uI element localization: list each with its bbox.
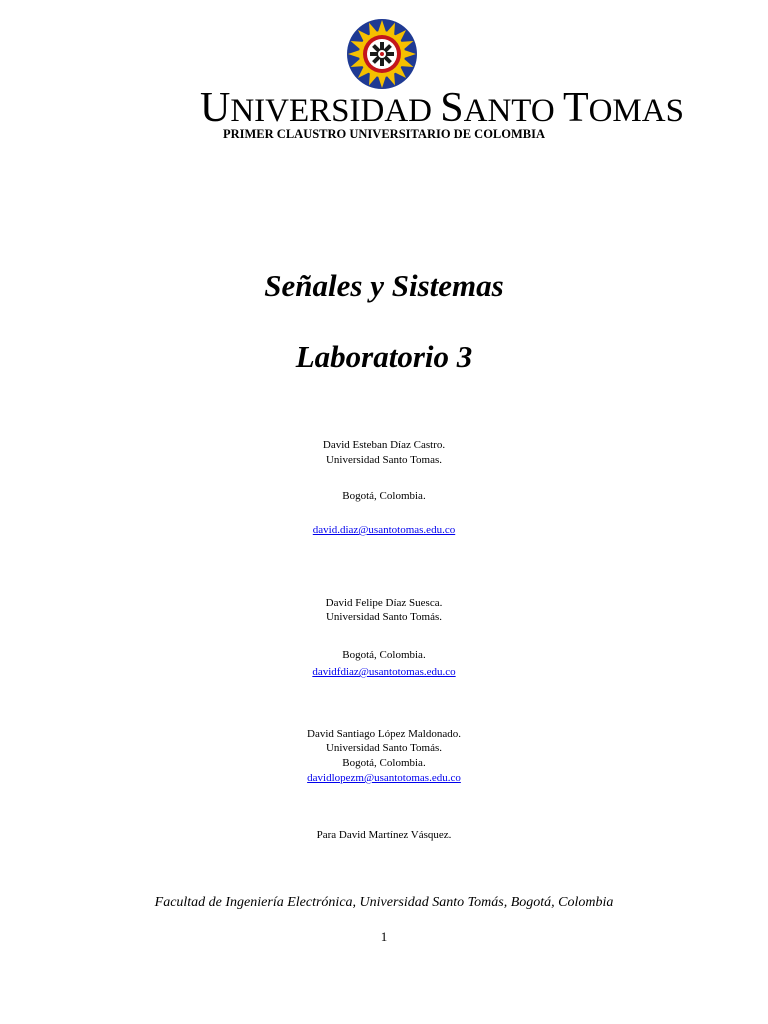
document-title: Señales y Sistemas xyxy=(264,268,504,303)
author-institution: Universidad Santo Tomas. xyxy=(325,454,443,466)
author-name: David Felipe Díaz Suesca. xyxy=(325,597,443,609)
university-seal-icon xyxy=(346,18,418,90)
author-email-row xyxy=(0,665,768,679)
author-email-row xyxy=(0,523,768,537)
author-email-link[interactable]: davidlopezm@usantotomas.edu.co xyxy=(307,772,461,784)
author-email-link[interactable]: david.diaz@usantotomas.edu.co xyxy=(312,524,456,536)
page-number: 1 xyxy=(380,929,388,944)
author-email-row xyxy=(0,771,768,785)
document-subtitle: Laboratorio 3 xyxy=(295,339,473,374)
university-subtitle: PRIMER CLAUSTRO UNIVERSITARIO DE COLOMBIA xyxy=(222,127,546,141)
author-location: Bogotá, Colombia. xyxy=(342,490,426,502)
university-name: UNIVERSIDAD SANTO TOMAS xyxy=(200,85,684,131)
faculty-footer: Facultad de Ingeniería Electrónica, Universidad Santo Tomás, Bogotá, Colombia xyxy=(154,895,614,910)
recipient-line: Para David Martínez Vásquez. xyxy=(316,829,452,841)
author-institution: Universidad Santo Tomás. xyxy=(325,611,443,623)
author-location: Bogotá, Colombia. xyxy=(342,649,426,661)
author-institution: Universidad Santo Tomás. xyxy=(325,742,443,754)
author-location: Bogotá, Colombia. xyxy=(342,757,426,769)
author-email-link[interactable]: davidfdiaz@usantotomas.edu.co xyxy=(312,666,456,678)
author-name: David Esteban Díaz Castro. xyxy=(322,439,446,451)
author-name: David Santiago López Maldonado. xyxy=(307,728,461,740)
